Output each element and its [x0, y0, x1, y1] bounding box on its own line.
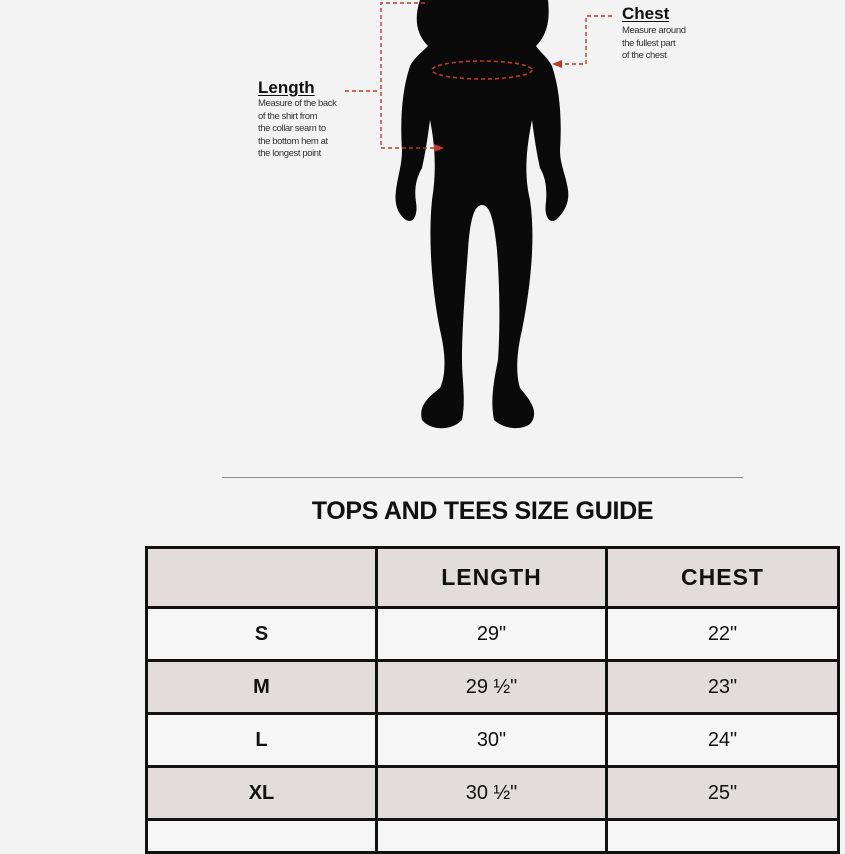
length-description-line: the bottom hem at	[258, 135, 328, 147]
chest-cell: 25"	[607, 767, 839, 820]
table-row	[147, 661, 839, 714]
chest-cell: 24"	[607, 714, 839, 767]
length-cell: 30"	[377, 714, 607, 767]
length-cell: 29"	[377, 608, 607, 661]
length-description-line: the collar seam to	[258, 123, 326, 135]
chest-callout-connector	[560, 16, 612, 64]
size-cell: XL	[147, 767, 377, 820]
length-description-line: Measure of the back	[258, 98, 337, 109]
chest-cell: 22"	[607, 608, 839, 661]
section-divider	[222, 477, 743, 478]
chest-cell	[607, 820, 839, 853]
chest-callout-title: Chest	[622, 4, 670, 23]
size-guide-table	[145, 546, 840, 854]
chest-description-line: of the chest	[622, 50, 667, 62]
size-cell: M	[147, 661, 377, 714]
chest-description-line: the fullest part	[622, 37, 676, 49]
chest-cell: 23"	[607, 661, 839, 714]
table-header-row	[147, 548, 839, 608]
size-cell	[147, 820, 377, 853]
size-guide-title: TOPS AND TEES SIZE GUIDE	[311, 497, 654, 525]
table-row	[147, 714, 839, 767]
chest-column-header: CHEST	[607, 548, 839, 608]
length-description-line: the longest point	[258, 148, 321, 160]
body-silhouette	[395, 0, 568, 428]
size-column-header	[147, 548, 377, 608]
length-callout-title: Length	[258, 78, 315, 97]
chest-callout-description	[622, 25, 732, 63]
table-row	[147, 767, 839, 820]
length-callout-description	[258, 98, 378, 161]
length-description-line: of the shirt from	[258, 110, 318, 122]
size-cell: S	[147, 608, 377, 661]
length-cell: 30 ½"	[377, 767, 607, 820]
table-row-cropped	[147, 820, 839, 853]
table-row	[147, 608, 839, 661]
length-cell	[377, 820, 607, 853]
size-cell: L	[147, 714, 377, 767]
chest-description-line: Measure around	[622, 25, 686, 36]
length-column-header: LENGTH	[377, 548, 607, 608]
length-cell: 29 ½"	[377, 661, 607, 714]
chest-arrow-icon	[552, 60, 562, 68]
